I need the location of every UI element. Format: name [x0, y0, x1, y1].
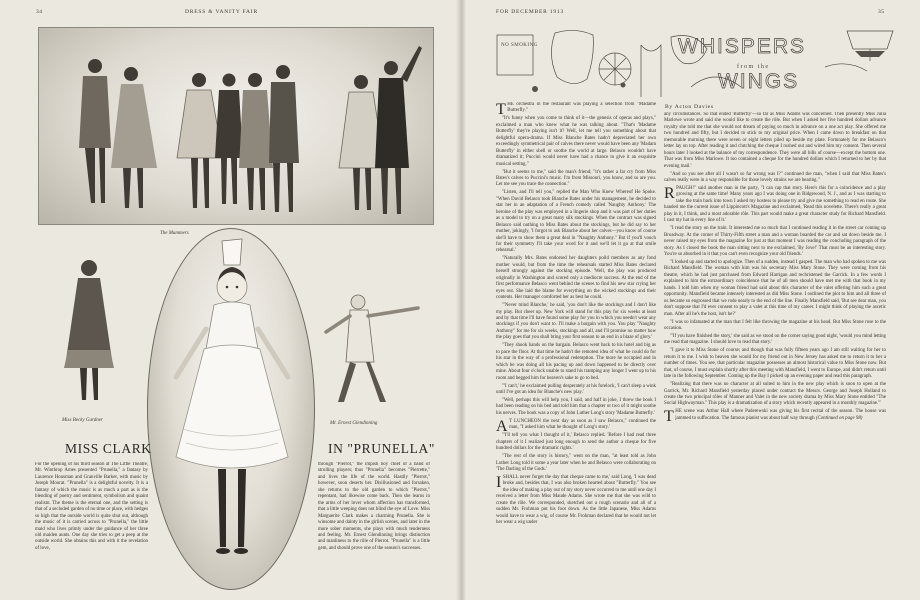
right-article-column-1 [496, 102, 656, 594]
left-page-number: 34 [36, 9, 43, 15]
becky-gardner-illustration [54, 250, 124, 410]
right-col1-p9: A T LUNCHEON the next day as soon as I saw Belasco," continued the man, "I asked him what he thought of Long's story.' [496, 417, 656, 435]
right-col2-p5: "I was so infatuated at the man that I felt like throwing the magazine at his head. But Miss Stone rose to the occasion. [664, 319, 886, 331]
left-photo-caption: Miss Becky Gardner [62, 418, 103, 423]
right-col2-p0: any circumstances. So that ended 'Butterfly'—so far as Miss Adams was concerned. Then presently Miss Julia Marlowe wrote and said she would like to create the rôle. But when I asked her five hundred dollars advance royalty she told me that she would not dream of paying so much in advance on a one act play. She offered me two hundred and fifty, but I decided to stick to my original price. When I came down to breakfast on that memorable morning there were seven or eight letters piled up beside my plate. Fortunately for me Belasco's letter lay on top. After reading it and clutching the cheque I rushed out and wired him my consent. Then several hours later I looked at the balance of my correspondence. They were all bills of course—except the bottom one. That was from Miss Marlowe. It too contained a cheque for the hundred dollars which I returned to her by that evening mail.' [664, 112, 886, 169]
right-col1-p10: "'I'll tell you what I thought of it,' Belasco replied. 'Before I had read three chapters of it I realized just long enough to send the author a cheque for five hundred dollars for the dramatic rights.' [496, 433, 656, 452]
right-col1-p8: "Well, perhaps this will help you, I said, and half in joke, I threw the book I had been reading on his bed and told him that a chapter or two of it might soothe his nerves. The book was a copy of John Luther Long's story 'Madame Butterfly.' [496, 397, 656, 416]
no-smoking-sign: NO SMOKING [501, 43, 538, 48]
right-col2-p4: "I looked up and started to apologize. Then of a sudden, instead I gasped. The man who had spoken to me was Richard Mansfield. The woman with him was his secretary Miss Mary Stone. They were coming from his theatre, which he had just purchased from Edward Harrigan and rechristened the Garrick. In a few words I explained to him the extraordinary coincidence that he of all men should have met me with that book in my hands. I told him when my woman friend had said about this character of the valet offering him such a great opportunity. Mansfield became intensely interested as did Miss Stone. I outlined the plot to him and all three of us became so engrossed that we rode nearly to the end of the line. Finally Mansfield said, 'But see dear man, you don't suppose that I'd ever consent to play a valet at this time of my career. I might think of playing the ascetic man. After all he's the host, isn't he?' [664, 259, 886, 317]
right-col2-p8: "Realizing that there was no character at all suited to him in the new play which is soon to open at the Garrick, Mr. Richard Mansfield yesterday placed under contract the Messrs. George and Joseph Holland to create the two principal rôles of Manner and Valet in the new society drama by Miss Mary Stone entitled "The Social Highwayman." This play is a dramatization of a story which recently appeared in a monthly magazine.'" [664, 382, 886, 407]
right-col1-p0: THE orchestra in the restaurant was playing a selection from "Madame Butterfly." [496, 102, 656, 118]
ernest-glendinning-illustration [318, 282, 430, 412]
right-col1-p7: "'I can't,' he exclaimed pulling desperately at his forelock, 'I can't sleep a wink until I've got an idea for Blanche's new play.' [496, 383, 656, 395]
right-col2-p1: "And so you see after all I wasn't so far wrong was I?" continued the man, "when I said that Miss Bates's calves really were in a way responsible for those lovely strains we are hearing." [664, 171, 886, 184]
right-photo-caption: Mr. Ernest Glendinning [330, 421, 378, 426]
right-col1-p3: "Listen, and I'll tell you," replied the Man Who Knew Whereof He Spoke. "When David Belasco took Blanche Bates under his management, he decided to star her in an adaptation of a French comedy called 'Naughty Anthony.' The heroine of the play was employed in a lingerie shop and it was part of her duties as a model to try on a great many silk stockings. When the contract was signed Belasco said nothing to Miss Bates about the stockings, but he did say to her mother, jokingly, 'I forgot to ask Blanche about her calves—you know of course she'll have to show them a great deal in "Naughty Anthony." But if you'll vouch for their symmetry I'll take your word for it and we'll let it go at that smile rehearsal.' [496, 190, 656, 254]
page-gutter [456, 0, 466, 600]
left-article-column-2 [318, 462, 430, 594]
marguerite-clark-oval-photo [147, 228, 315, 590]
right-col1-p1: "It's funny when you come to think of it—the genesis of operas and plays," exclaimed a man who knew what he was talking about. "That's 'Madame Butterfly' they're playing isn't it? Well, let me tell you something about that delightful opera-drama. If Miss Blanche Bates hadn't depreciated her own exceedingly symmetrical pair of calves there never would have been any 'Madam Butterfly' in either shell or soothe the world at large. Belasco wouldn't have dramatized it; Puccini would never have had a chance to give it an exquisite musical setting." [496, 116, 656, 167]
left-col1-paragraph: For the opening of his third season at The Little Theatre, Mr. Winthrop Ames presented "Prunella," a fantasy by Laurence Housman and Granville Barker, with music by Joseph Moorat. "Prunella" is a delightful novelty. It is a fantasy of which the music is as much a part as is the blending of poetry and sentiment, symbolism and quaint realism. The theme is the eternal one, and the setting is that of a secluded garden of no time or place, with hedges so high that the outside world is quite shut out, although the music of it is carried across to "Prunella," the little maid who lives primly under the guidance of her three old maiden aunts. One day she tries to get a peep at the outside world. She obtains this and with it the revelation of love, [35, 462, 148, 551]
right-running-head: FOR DECEMBER 1913 [496, 9, 564, 15]
right-col2-p2: RPAUGH!" said another man in the party, "I can cap that story. Here's this for a coincidence and a play growing at the same time! Many years ago I was doing one in Ridgewood, N. J., and as I was starting to take the train back into town I asked my hostess to please try and give me something to read en route. She handed me the current issue of Lippincott's Magazine and exclaimed, 'Read this novelette. There's really a great play in it, I think, and a most adorable rôle. This part would make a great character study for Richard Mansfield. I cast my hat in every line of it.' [664, 184, 886, 224]
left-running-head: DRESS & VANITY FAIR [185, 9, 258, 15]
mummers-photo [38, 27, 434, 225]
right-col2-p6: "'If you have finished the story,' she said as we stood on the corner saying good night, 'would you mind letting me read that magazine. I should love to read that story.' [664, 333, 886, 346]
becky-gardner-photo [54, 250, 124, 410]
right-page [460, 0, 920, 600]
right-col1-p6: "They shook hands on the bargain. Belasco went back to his hotel and big as to pace the floor. At that time he hadn't the remotest idea of what he could do for his star in the way of a professional redemption. The more he occupied and in which he was doing all his pacing up and down happened to be directly over mine. About four o'clock unable to stand his tramping any longer I went up to his room and begged him for heaven's sake to go to bed. [496, 343, 656, 381]
ernest-glendinning-photo [318, 282, 430, 412]
headline-in-prunella: IN "PRUNELLA" [328, 441, 435, 456]
right-col1-p4: "Naturally Mrs. Bates endorsed her daughters poild members as any fond mother would, but from the time the rehearsals started Miss Bates declared herself strongly against the stocking episode. 'Well, the play was produced originally in Washington and scored only a mediocre success. At the end of the first performance Belasco went behind the scenes to find his new star crying her eyes out. She laid the blame for everything on the wicked stockings and their contents. Her manager comforted her as best he could. [496, 256, 656, 301]
right-col1-p2: "But it seems to me," said the man's friend; "it's rather a far cry from Miss Bates's calves to Puccini's music. I'm from Missouri, you know, and so are you. Let me see you trace the connection." [496, 169, 656, 188]
title-whispers: WHISPERS [678, 35, 807, 58]
right-col2-p9: THE scene was Arthur Hall where Paderewski was giving his first recital of the season. The house was jammed to suffocation. The famous pianist was about half way through (Continued on page 98) [664, 408, 886, 426]
right-page-number: 35 [878, 9, 885, 15]
right-col1-p5: "'Never mind Blanche,' he said, 'you don't like the stockings and I don't like my play. But cheer up. New York will stand for this play for six weeks at least and by that time I'll have found some play for you in which you needn't wear any stockings if you don't want to. I'll make a bargain with you. You play "Naughty Anthony" for me for six weeks, stockings and all, and I'll promise no matter how the play goes that you shall bring your first season to an end in a blaze of glory.' [496, 303, 656, 341]
right-article-column-2 [664, 112, 886, 594]
title-from-the: from the [737, 64, 770, 70]
right-col1-p11: "The rest of the story is history," went on the man, "at least told as John Luther Long told it some a year later when he and Belasco were collaborating on 'The Darling of the Gods.' [496, 454, 656, 472]
left-col2-paragraph: through "Pierrot," the impish boy chief of a band of strolling players; thus "Prunella" becomes "Pierrette," and lives the life of the world. Hastily "Pierrot," however, soon deserts her. Disillusioned and forsaken, she returns to the old garden to which "Pierrot," repentant, had likewise come back. Then she learns in the arms of her lover whom affection has transformed, that a little weeping does not blind the eye of Love. Miss Marguerite Clark makes a charming Prunella. She is winsome and dainty in the girlish scenes, and later in the more sober moments, she plays with much tenderness and feeling. Mr. Ernest Glendinning brings distinction and manliness to the rôle of Pierrot. "Prunella" is a little gem, and should prove one of the season's successes. [318, 462, 430, 551]
marguerite-clark-illustration [148, 229, 315, 590]
right-col1-p12: ISHALL never forget the day that cheque came to me,' said Long, 'I was dead broke and, besides that, I was also broken hearted about "Butterfly." You see the idea of making a play out of my story never occurred to me until one day I received a letter from Miss Maude Adams. She wrote me that she was wild to create the rôle. We corresponded, sketched out a rough scenario and all of a sudden Mr. Frohman put his foot down. As the little Japanese, Miss Adams would have to wear a wig, of course Mr. Frohman declared that he would not let her wear a wig under [496, 473, 656, 526]
right-col2-p3: "I read the story on the train. It interested me so much that I continued reading it in the street car coming up Broadway. At the corner of Thirty-Fifth street a man and a woman boarded the car and sat down beside me. I never raised my eyes from the magazine for just at that moment I was reading the concluding paragraph of the story. As I closed the book the man sitting next to me exclaimed, 'By Jove!' That must be an interesting story. You're so absorbed in it that you can't even recognize your old friends.' [664, 226, 886, 258]
title-wings: WINGS [718, 70, 800, 93]
right-col2-p7: "I gave it to Miss Stone of course; and though that was fully fifteen years ago I am still waiting for her to return it to me. I wish to heaven she would for my friend out in New Jersey has asked me to return it to her a number of times. You see, that particular magazine possesses an almost historical value to Miss Stone now. But that, of course, I must explain shortly after this meeting with Mansfield, I went to Europe, and didn't return until late in the following September. Coming up the Bay I picked up an evening paper and read this paragraph. [664, 348, 886, 380]
top-photo-caption: The Mummers [160, 231, 189, 236]
left-article-column-1 [35, 462, 148, 594]
headline-miss-clark: MISS CLARK [65, 441, 152, 456]
mummers-figures-illustration [39, 28, 434, 225]
byline: By Acton Davies [665, 104, 714, 110]
continued-note: (Continued on page 98) [815, 415, 863, 421]
